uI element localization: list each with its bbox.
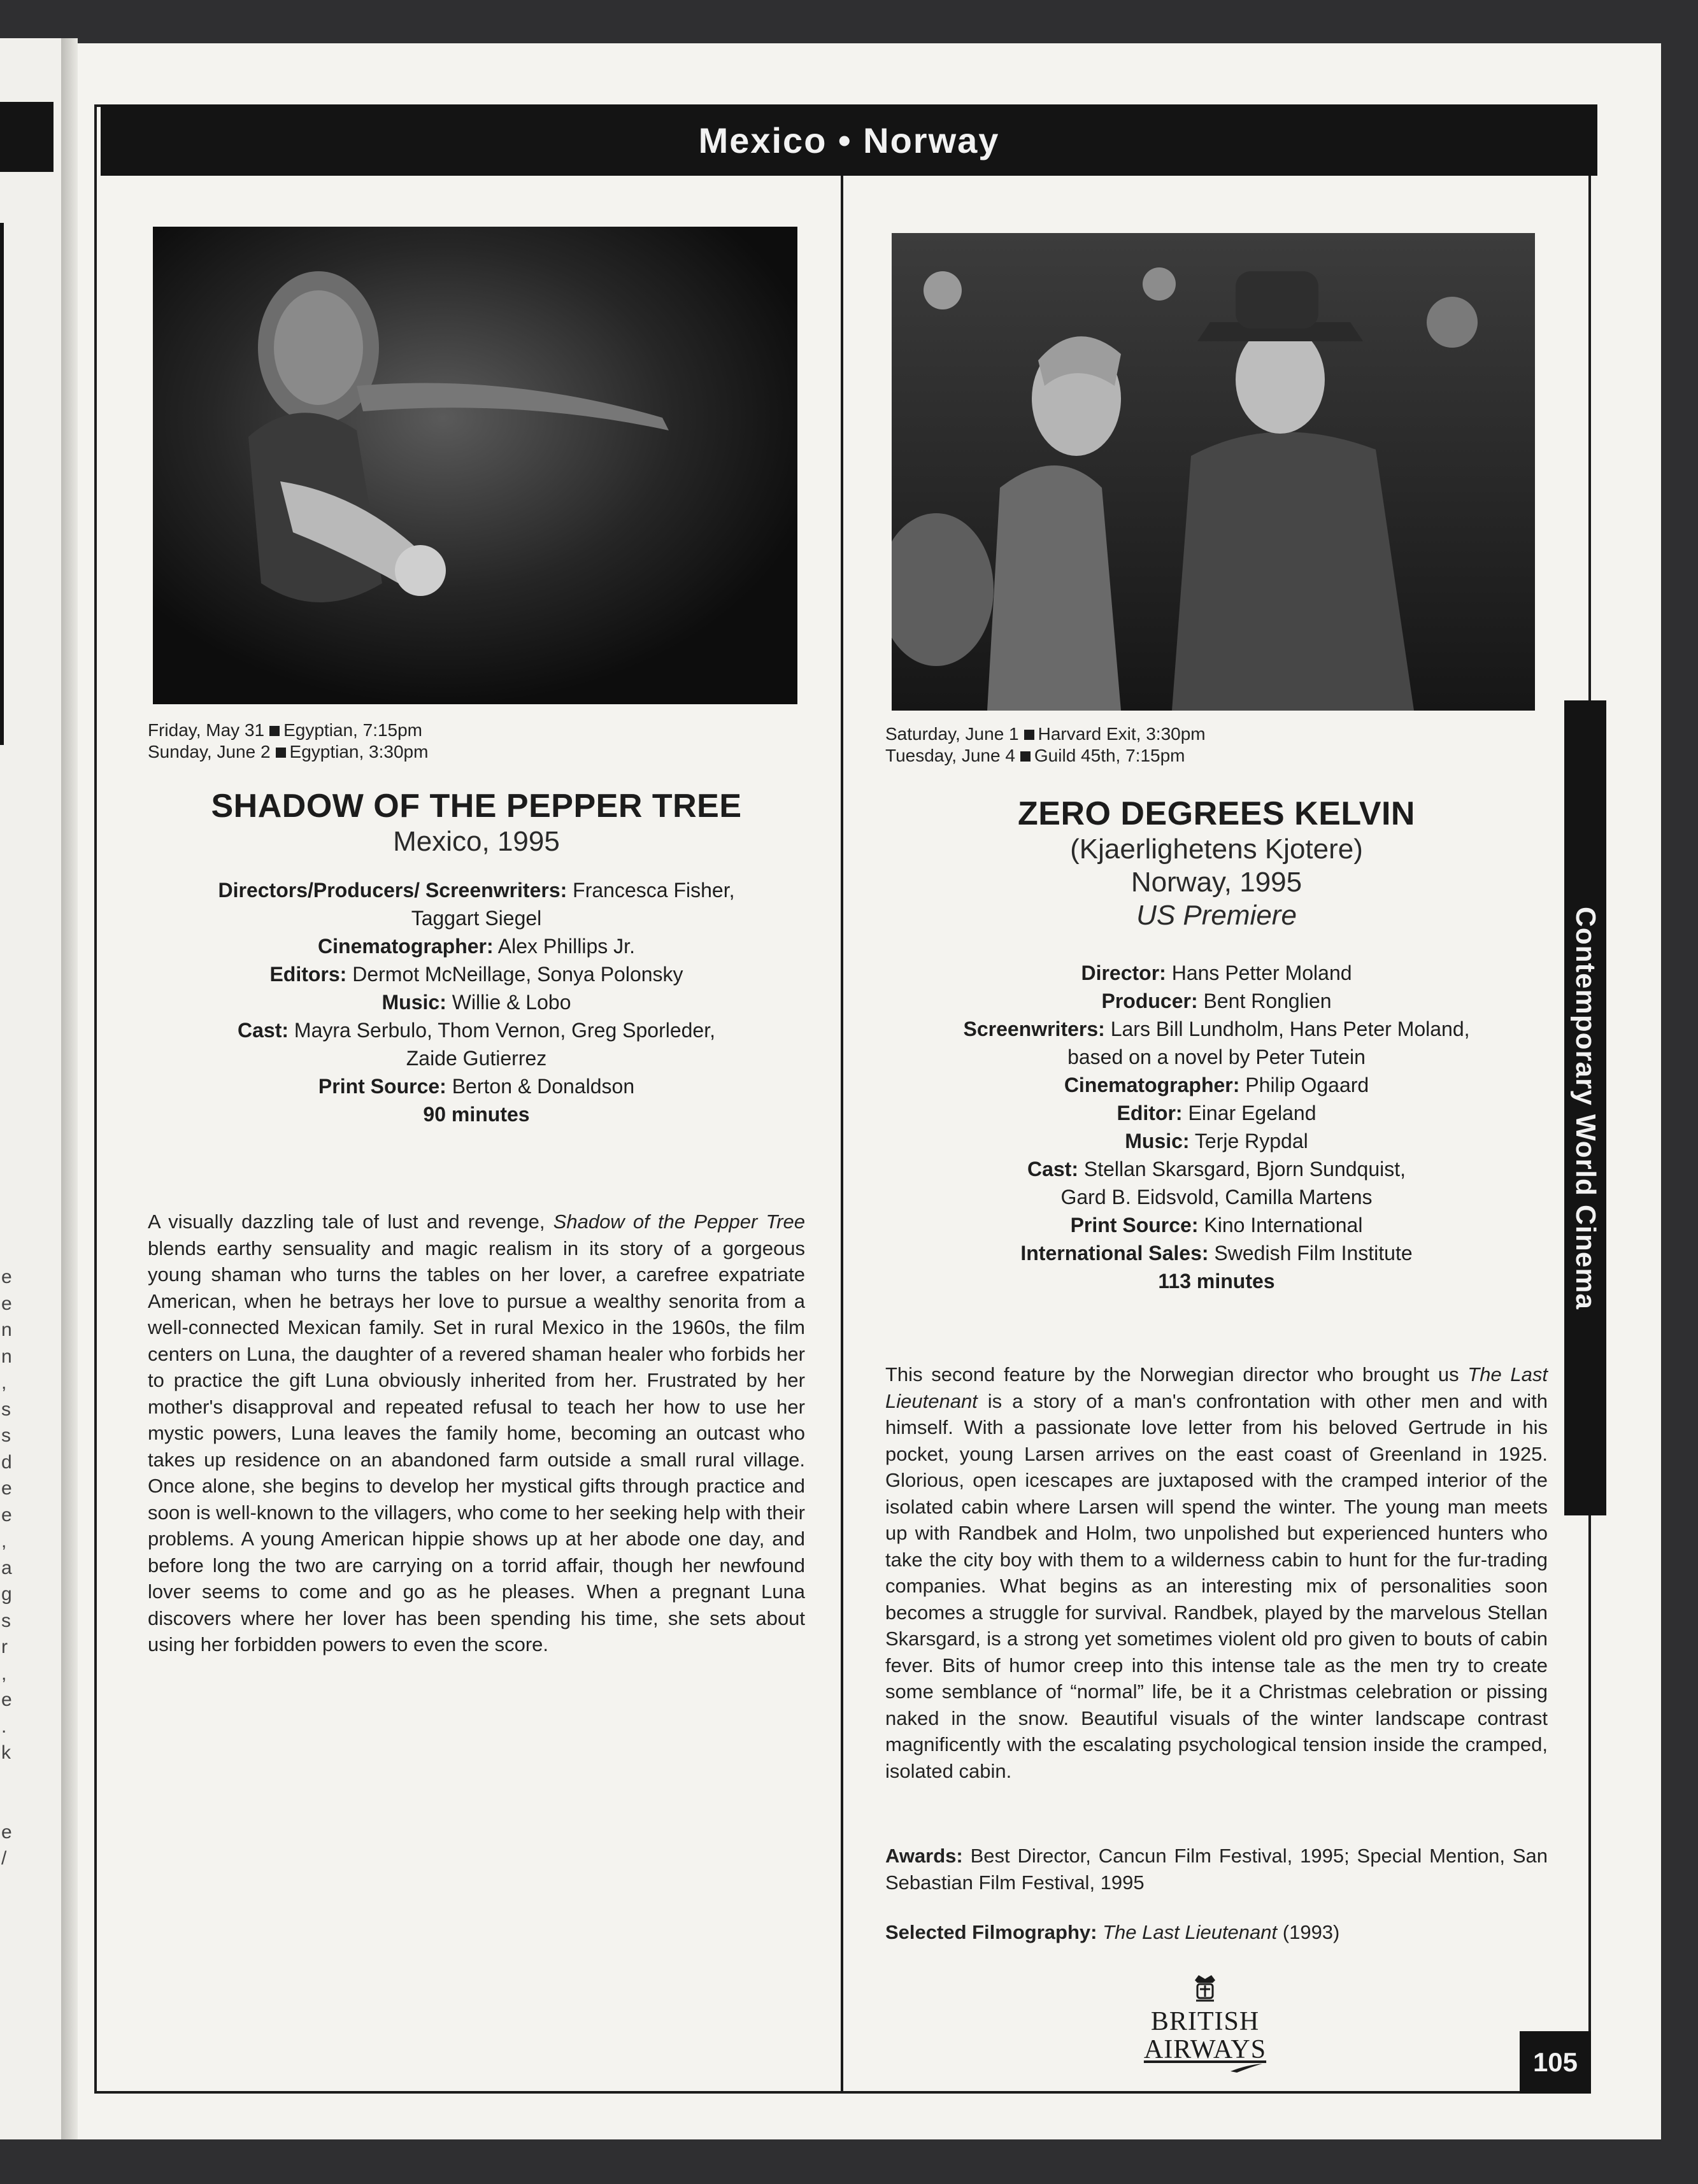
film-title: ZERO DEGREES KELVIN — [1018, 795, 1415, 832]
screening-row — [148, 720, 805, 741]
credit-names: Einar Egeland — [1188, 1102, 1316, 1124]
edge-letter: g — [1, 1584, 12, 1605]
edge-letter: / — [1, 1848, 7, 1869]
left-facing-page — [0, 38, 61, 2139]
credit-role: Cast: — [1027, 1158, 1078, 1181]
edge-letter — [1, 1766, 9, 1793]
right-screenings — [885, 723, 1548, 767]
credit-role: Print Source: — [318, 1075, 446, 1098]
film-country-year: Norway, 1995 — [1131, 867, 1302, 898]
credit-line — [885, 1071, 1548, 1099]
left-film-synopsis — [148, 1209, 805, 1658]
synopsis-intro: A visually dazzling tale of lust and revenge, — [148, 1210, 553, 1233]
credit-line — [148, 988, 805, 1016]
edge-letter: r — [1, 1636, 8, 1657]
couple-photo — [892, 233, 1535, 711]
left-page-edge-text — [1, 1264, 12, 1872]
screening-row — [148, 741, 805, 763]
synopsis-rest: is a story of a man's confrontation with other men and with himself. With a passionate love letter from his beloved Gertrude in his pocket, young Larsen arrives on the east coast of Greenland in 1925. Glorious, open icescapes are juxtaposed with the cramped interior of the isolated cabin where Larsen will spend the winter. The young man meets up with Randbek and Holm, two unpolished but experienced hunters who take the city boy with them to a wilderness cabin to hunt for the fur-trading companies. What begins as an interesting mix of personalities soon becomes a struggle for survival. Randbek, played by the marvelous Stellan Skarsgard, is a strong yet sometimes violent old pro given to bouts of cabin fever. Bits of humor creep into this intense tale as the men try to create some semblance of “normal” life, be it a Christmas celebration or pissing naked in the snow. Beautiful visuals of the winter landscape contrast magnificently with the escalating psychological tension inside the cramped, isolated cabin. — [885, 1389, 1548, 1782]
credit-role: Producer: — [1101, 989, 1198, 1012]
edge-letter: e — [1, 1504, 12, 1526]
film-still-zero-degrees-kelvin — [892, 233, 1535, 711]
credit-names: Berton & Donaldson — [452, 1075, 635, 1098]
credit-line — [885, 1155, 1548, 1183]
credit-names: Willie & Lobo — [452, 991, 571, 1014]
edge-letter: e — [1, 1821, 12, 1843]
filmography-title: The Last Lieutenant — [1102, 1921, 1278, 1943]
credit-line — [148, 1016, 805, 1044]
edge-letter: . — [1, 1715, 7, 1737]
runtime — [885, 1267, 1548, 1295]
credit-names: Stellan Skarsgard, Bjorn Sundquist, — [1083, 1158, 1406, 1181]
runtime-text: 113 minutes — [1158, 1270, 1275, 1293]
edge-letter: n — [1, 1345, 12, 1367]
edge-letter: , — [1, 1531, 7, 1552]
edge-letter: e — [1, 1478, 12, 1499]
screening-date: Sunday, June 2 — [148, 742, 271, 762]
square-bullet-icon — [1024, 730, 1034, 740]
credit-line — [148, 960, 805, 988]
left-page-dark-strip — [0, 223, 4, 745]
runtime-text: 90 minutes — [423, 1103, 530, 1126]
logo-line-1: BRITISH — [1150, 2007, 1260, 2036]
page-number — [1520, 2031, 1591, 2094]
credit-names: Francesca Fisher, — [573, 879, 735, 902]
screening-row — [885, 745, 1548, 767]
credit-names: Kino International — [1204, 1214, 1363, 1237]
filmography-label: Selected Filmography: — [885, 1921, 1097, 1943]
credit-line — [885, 1099, 1548, 1127]
runtime — [148, 1100, 805, 1128]
synopsis — [885, 1361, 1548, 1784]
credit-names: Philip Ogaard — [1245, 1074, 1369, 1096]
credit-role: Print Source: — [1070, 1214, 1199, 1237]
credit-line — [885, 1015, 1548, 1043]
edge-letter: , — [1, 1663, 7, 1684]
screening-date: Saturday, June 1 — [885, 724, 1019, 744]
screening-date: Tuesday, June 4 — [885, 746, 1015, 765]
filmography-year: (1993) — [1282, 1921, 1340, 1943]
credit-line — [148, 932, 805, 960]
filmography — [885, 1919, 1548, 1946]
credit-line-cont: Zaide Gutierrez — [406, 1047, 547, 1070]
credit-names: Dermot McNeillage, Sonya Polonsky — [352, 963, 683, 986]
right-film-heading — [885, 795, 1548, 932]
credit-role: Editor: — [1117, 1102, 1183, 1124]
credit-role: Director: — [1081, 961, 1166, 984]
synopsis-film-title: Shadow of the Pepper Tree — [553, 1210, 805, 1233]
synopsis — [148, 1209, 805, 1658]
edge-letter: k — [1, 1742, 11, 1763]
edge-letter: s — [1, 1398, 11, 1420]
edge-letter: e — [1, 1293, 12, 1314]
square-bullet-icon — [276, 748, 286, 758]
edge-letter: a — [1, 1557, 12, 1578]
edge-letter: s — [1, 1425, 11, 1446]
left-film-credits — [148, 876, 805, 1128]
left-page-dark-bar — [0, 102, 54, 172]
credit-line — [148, 1072, 805, 1100]
credit-names: Alex Phillips Jr. — [497, 935, 635, 958]
credit-line-cont: Gard B. Eidsvold, Camilla Martens — [1060, 1186, 1373, 1209]
credit-role: Editors: — [269, 963, 347, 986]
page-header — [101, 104, 1597, 176]
screening-row — [885, 723, 1548, 745]
masked-figure-photo — [153, 227, 797, 704]
edge-letter: n — [1, 1319, 12, 1340]
section-side-tab — [1564, 700, 1606, 1515]
credit-line — [885, 959, 1548, 987]
edge-letter: e — [1, 1266, 12, 1287]
edge-letter: s — [1, 1610, 11, 1631]
synopsis-intro: This second feature by the Norwegian director who brought us — [885, 1363, 1468, 1386]
edge-letter — [1, 1792, 9, 1819]
square-bullet-icon — [1020, 751, 1031, 762]
credit-line — [148, 876, 805, 904]
credit-line-cont: based on a novel by Peter Tutein — [1067, 1046, 1366, 1068]
awards-label: Awards: — [885, 1845, 963, 1867]
crest-icon — [1191, 1974, 1219, 2004]
credit-names: Lars Bill Lundholm, Hans Peter Moland, — [1110, 1018, 1470, 1040]
credit-line — [885, 1127, 1548, 1155]
page-number-text: 105 — [1532, 2047, 1578, 2077]
credit-role: Screenwriters: — [963, 1018, 1105, 1040]
book-spine — [61, 38, 78, 2139]
swoosh-icon — [1135, 2064, 1275, 2073]
awards — [885, 1843, 1548, 1896]
screening-venue: Harvard Exit, 3:30pm — [1038, 724, 1206, 744]
credit-names: Terje Rypdal — [1194, 1130, 1308, 1152]
right-film-filmography — [885, 1919, 1548, 1946]
film-premiere: US Premiere — [1136, 900, 1297, 931]
film-original-title: (Kjaerlighetens Kjotere) — [1070, 833, 1363, 865]
british-airways-logo — [1135, 1974, 1275, 2076]
credit-role: Cinematographer: — [318, 935, 494, 958]
edge-letter: , — [1, 1372, 7, 1393]
left-screenings — [148, 720, 805, 763]
credit-line — [885, 987, 1548, 1015]
credit-names: Swedish Film Institute — [1214, 1242, 1413, 1265]
screening-venue: Egyptian, 7:15pm — [283, 720, 423, 740]
logo-line-2: AIRWAYS — [1143, 2035, 1267, 2064]
page — [78, 43, 1661, 2139]
credit-role: Music: — [382, 991, 446, 1014]
credit-role: International Sales: — [1020, 1242, 1209, 1265]
credit-names: Hans Petter Moland — [1171, 961, 1352, 984]
column-divider — [841, 176, 843, 2094]
right-film-synopsis — [885, 1361, 1548, 1784]
edge-letter: e — [1, 1689, 12, 1710]
screening-date: Friday, May 31 — [148, 720, 265, 740]
left-film-heading — [148, 787, 805, 858]
header-title: Mexico • Norway — [698, 120, 1000, 160]
credit-role: Directors/Producers/ Screenwriters: — [218, 879, 567, 902]
credit-line — [885, 1239, 1548, 1267]
synopsis-rest: blends earthy sensuality and magic realism in its story of a gorgeous young shaman who turns the tables on her lover, a carefree expatriate American, when he betrays her love to pursue a wealthy senorita from a well-connected Mexican family. Set in rural Mexico in the 1960s, the film centers on Luna, the daughter of a revered shaman healer who forbids her to practice the gift Luna obviously inherited from her. Frustrated by her mother's disapproval and repeated refusal to teach her how to use her mystic powers, Luna leaves the family home, becoming an outcast who takes up residence on an abandoned farm outside a small rural village. Once alone, she begins to develop her mystical gifts through practice and soon is well-known to the villagers, who come to her seeking help with their problems. A young American hippie shows up at her abode one day, and before long the two are carrying on a torrid affair, though her newfound lover seems to come and go as he pleases. When a pregnant Luna discovers where her lover has been spending his time, she sets about using her forbidden powers to even the score. — [148, 1237, 805, 1656]
section-name: Contemporary World Cinema — [1570, 906, 1601, 1310]
credit-line-cont: Taggart Siegel — [411, 907, 542, 930]
credit-names: Mayra Serbulo, Thom Vernon, Greg Sporleder, — [294, 1019, 715, 1042]
film-still-shadow-of-the-pepper-tree — [153, 227, 797, 704]
credit-role: Cinematographer: — [1064, 1074, 1240, 1096]
right-film-awards — [885, 1843, 1548, 1896]
awards-text: Best Director, Cancun Film Festival, 1995; Special Mention, San Sebastian Film Festival, 1995 — [885, 1845, 1548, 1894]
right-film-credits — [885, 959, 1548, 1295]
square-bullet-icon — [269, 726, 280, 736]
film-title: SHADOW OF THE PEPPER TREE — [211, 788, 742, 825]
synopsis-film-title: The Last Lieutenant — [885, 1363, 1548, 1412]
credit-role: Music: — [1125, 1130, 1190, 1152]
film-country-year: Mexico, 1995 — [393, 826, 560, 857]
screening-venue: Egyptian, 3:30pm — [289, 742, 429, 762]
credit-names: Bent Ronglien — [1203, 989, 1332, 1012]
credit-role: Cast: — [238, 1019, 289, 1042]
screening-venue: Guild 45th, 7:15pm — [1034, 746, 1185, 765]
edge-letter: d — [1, 1451, 12, 1473]
credit-line — [885, 1211, 1548, 1239]
